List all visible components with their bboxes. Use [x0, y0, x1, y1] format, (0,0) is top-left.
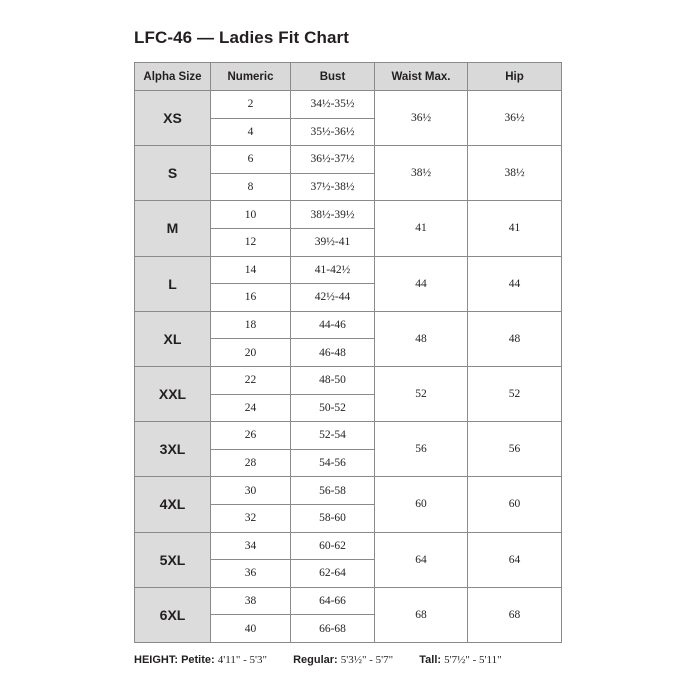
hip-cell: 60 [468, 477, 562, 532]
hip-cell: 36½ [468, 91, 562, 146]
hip-cell: 68 [468, 587, 562, 642]
waist-cell: 36½ [375, 91, 468, 146]
table-row [135, 146, 562, 174]
bust-cell: 39½-41 [291, 228, 375, 256]
tall-value: 5'7½" - 5'11" [444, 654, 502, 666]
header-bust: Bust [291, 63, 375, 91]
bust-cell: 64-66 [291, 587, 375, 615]
tall-label: Tall: [419, 654, 442, 666]
waist-cell: 48 [375, 311, 468, 366]
numeric-cell: 32 [211, 504, 291, 532]
waist-cell: 44 [375, 256, 468, 311]
waist-cell: 64 [375, 532, 468, 587]
numeric-cell: 2 [211, 91, 291, 119]
waist-cell: 52 [375, 366, 468, 421]
petite-label: Petite: [181, 654, 215, 666]
header-waist-max: Waist Max. [375, 63, 468, 91]
bust-cell: 46-48 [291, 339, 375, 367]
numeric-cell: 16 [211, 284, 291, 312]
numeric-cell: 10 [211, 201, 291, 229]
hip-cell: 56 [468, 422, 562, 477]
height-footer [134, 654, 502, 666]
bust-cell: 37½-38½ [291, 173, 375, 201]
regular-label: Regular: [293, 654, 338, 666]
numeric-cell: 38 [211, 587, 291, 615]
hip-cell: 38½ [468, 146, 562, 201]
alpha-size-cell: XL [135, 311, 211, 366]
regular-value: 5'3½" - 5'7" [340, 654, 394, 666]
numeric-cell: 30 [211, 477, 291, 505]
bust-cell: 58-60 [291, 504, 375, 532]
table-row [135, 477, 562, 505]
alpha-size-cell: 6XL [135, 587, 211, 642]
numeric-cell: 20 [211, 339, 291, 367]
waist-cell: 38½ [375, 146, 468, 201]
header-numeric: Numeric [211, 63, 291, 91]
table-row [135, 311, 562, 339]
bust-cell: 35½-36½ [291, 118, 375, 146]
numeric-cell: 12 [211, 228, 291, 256]
numeric-cell: 28 [211, 449, 291, 477]
fit-chart-table [134, 62, 562, 643]
bust-cell: 62-64 [291, 560, 375, 588]
numeric-cell: 22 [211, 366, 291, 394]
bust-cell: 48-50 [291, 366, 375, 394]
header-hip: Hip [468, 63, 562, 91]
hip-cell: 44 [468, 256, 562, 311]
hip-cell: 41 [468, 201, 562, 256]
bust-cell: 54-56 [291, 449, 375, 477]
numeric-cell: 40 [211, 615, 291, 643]
alpha-size-cell: S [135, 146, 211, 201]
bust-cell: 56-58 [291, 477, 375, 505]
bust-cell: 36½-37½ [291, 146, 375, 174]
bust-cell: 42½-44 [291, 284, 375, 312]
numeric-cell: 8 [211, 173, 291, 201]
bust-cell: 66-68 [291, 615, 375, 643]
table-row [135, 201, 562, 229]
table-row [135, 532, 562, 560]
numeric-cell: 18 [211, 311, 291, 339]
waist-cell: 41 [375, 201, 468, 256]
numeric-cell: 26 [211, 422, 291, 450]
petite-value: 4'11" - 5'3" [217, 654, 267, 666]
bust-cell: 38½-39½ [291, 201, 375, 229]
table-row [135, 587, 562, 615]
alpha-size-cell: 4XL [135, 477, 211, 532]
page-title: LFC-46 — Ladies Fit Chart [134, 28, 350, 47]
hip-cell: 52 [468, 366, 562, 421]
table-row [135, 366, 562, 394]
alpha-size-cell: XXL [135, 366, 211, 421]
numeric-cell: 6 [211, 146, 291, 174]
waist-cell: 56 [375, 422, 468, 477]
bust-cell: 60-62 [291, 532, 375, 560]
alpha-size-cell: 3XL [135, 422, 211, 477]
table-row [135, 91, 562, 119]
bust-cell: 41-42½ [291, 256, 375, 284]
numeric-cell: 14 [211, 256, 291, 284]
table-row [135, 256, 562, 284]
waist-cell: 68 [375, 587, 468, 642]
alpha-size-cell: L [135, 256, 211, 311]
header-alpha-size: Alpha Size [135, 63, 211, 91]
bust-cell: 52-54 [291, 422, 375, 450]
table-header-row [135, 63, 562, 91]
height-label: HEIGHT: [134, 654, 178, 666]
numeric-cell: 36 [211, 560, 291, 588]
alpha-size-cell: XS [135, 91, 211, 146]
table-body [135, 91, 562, 643]
numeric-cell: 4 [211, 118, 291, 146]
bust-cell: 34½-35½ [291, 91, 375, 119]
numeric-cell: 34 [211, 532, 291, 560]
alpha-size-cell: M [135, 201, 211, 256]
table-row [135, 422, 562, 450]
numeric-cell: 24 [211, 394, 291, 422]
waist-cell: 60 [375, 477, 468, 532]
bust-cell: 44-46 [291, 311, 375, 339]
alpha-size-cell: 5XL [135, 532, 211, 587]
hip-cell: 64 [468, 532, 562, 587]
bust-cell: 50-52 [291, 394, 375, 422]
hip-cell: 48 [468, 311, 562, 366]
